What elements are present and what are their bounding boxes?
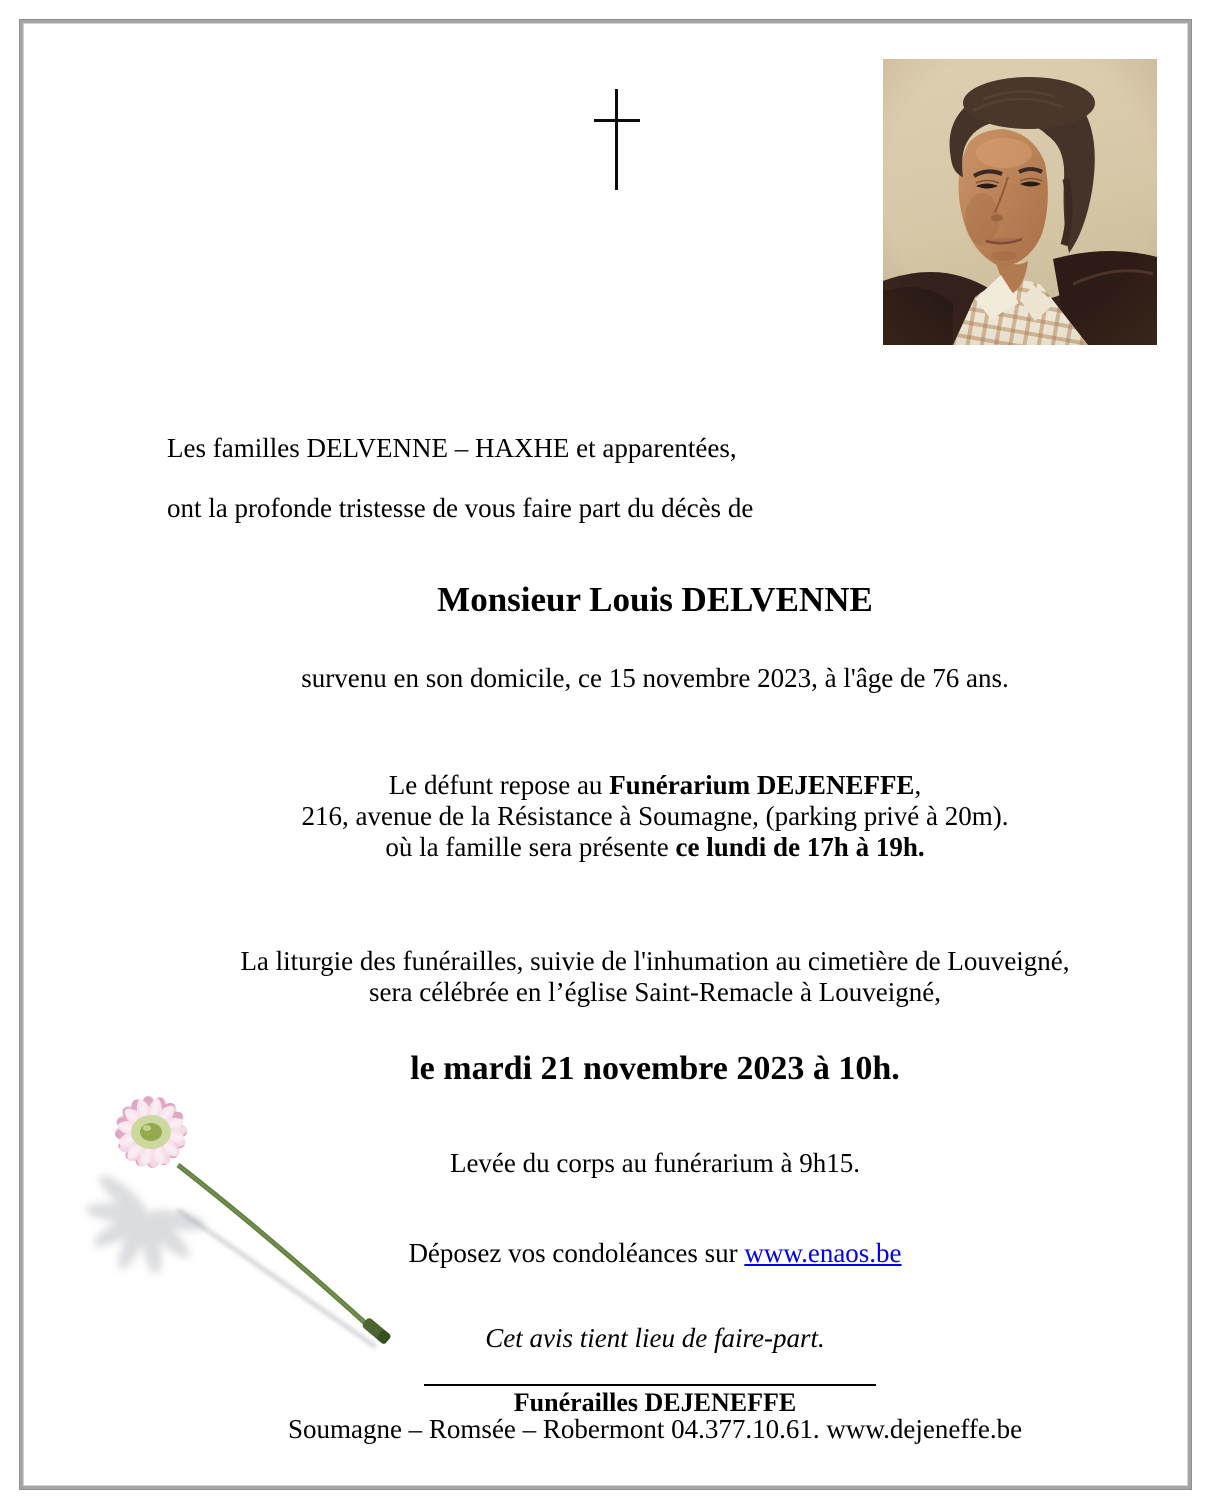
notice-line: Cet avis tient lieu de faire-part. xyxy=(485,1323,825,1353)
visit-hours: ce lundi de 17h à 19h. xyxy=(675,832,925,862)
funeral-home-name: Funérailles DEJENEFFE xyxy=(513,1388,797,1417)
repose-line-1 xyxy=(167,770,1143,801)
ceremony-line-2: sera célébrée en l’église Saint-Remacle à Louveigné, xyxy=(369,977,941,1007)
flower-image xyxy=(28,1025,438,1425)
ceremony-datetime: le mardi 21 novembre 2023 à 10h. xyxy=(410,1050,900,1087)
family-line: Les familles DELVENNE – HAXHE et apparentées, xyxy=(167,433,737,463)
repose-line-2: 216, avenue de la Résistance à Soumagne, (parking privé à 20m). xyxy=(301,801,1009,831)
enaos-link[interactable]: www.enaos.be xyxy=(744,1238,902,1268)
repose-line3-prefix: où la famille sera présente xyxy=(385,832,676,862)
repose-line-3 xyxy=(167,832,1143,863)
repose-line1-suffix: , xyxy=(914,770,922,800)
funerarium-name: Funérarium DEJENEFFE xyxy=(609,770,915,800)
deceased-name: Monsieur Louis DELVENNE xyxy=(437,580,873,619)
funeral-home-contact: Soumagne – Romsée – Robermont 04.377.10.61. www.dejeneffe.be xyxy=(287,1414,1023,1444)
levee-line: Levée du corps au funérarium à 9h15. xyxy=(449,1148,861,1178)
cross-icon xyxy=(615,89,618,190)
footer-divider xyxy=(424,1384,876,1386)
repose-line1-prefix: Le défunt repose au xyxy=(388,770,610,800)
intro-line: ont la profonde tristesse de vous faire part du décès de xyxy=(167,493,754,523)
cross-icon xyxy=(594,119,640,122)
death-details: survenu en son domicile, ce 15 novembre 2023, à l'âge de 76 ans. xyxy=(301,663,1009,693)
condolences-prefix: Déposez vos condoléances sur xyxy=(408,1238,745,1268)
ceremony-line-1: La liturgie des funérailles, suivie de l'inhumation au cimetière de Louveigné, xyxy=(240,946,1070,976)
portrait-photo xyxy=(883,59,1157,345)
